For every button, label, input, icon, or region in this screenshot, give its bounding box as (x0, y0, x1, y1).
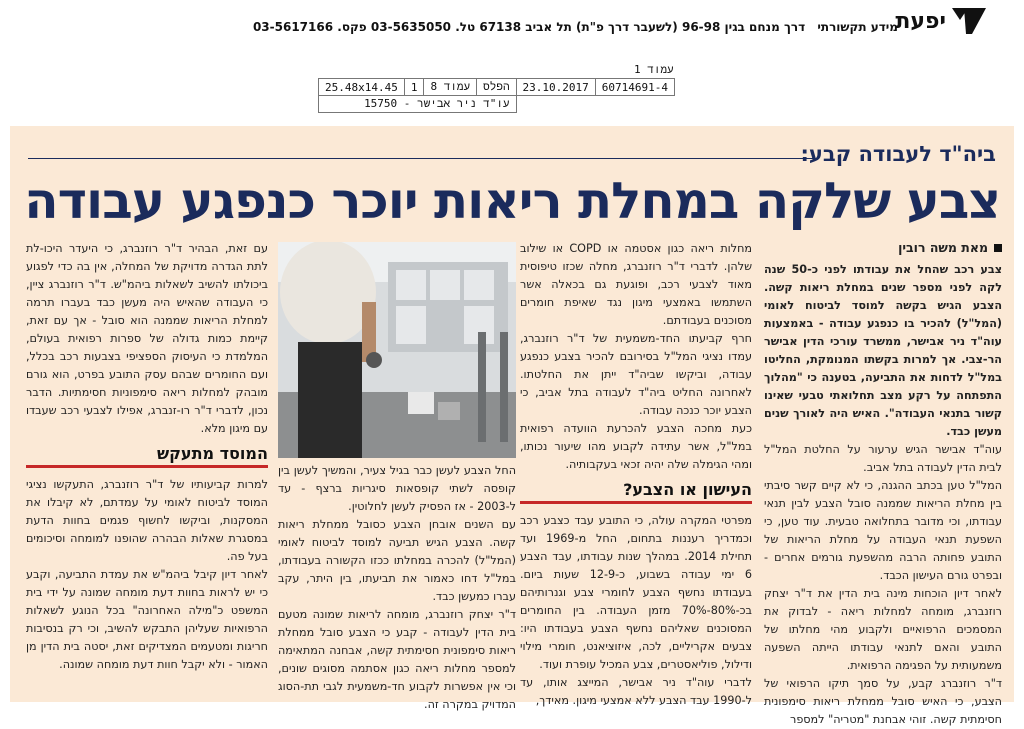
painter-photo (278, 242, 516, 458)
clip-size: 25.48x14.45 (319, 79, 405, 96)
paragraph: עוה"ד אבישר הגיש ערעור על החלטת המל"ל לבית הדין לעבודה בתל אביב. (764, 443, 1002, 474)
paragraph: עם השנים אובחן הצבע כסובל ממחלת ריאות קשה. הצבע הגיש תביעה למוסד לביטוח לאומי (המל"ל) להכרה במחלתו ככזו הקשורה בעבודתו, במל"ל דחו כאמור את תביעתו, בין היתר, עקב עברו כמעשן כבד. (278, 518, 516, 603)
article (10, 126, 1014, 726)
paragraph: כעת מחכה הצבע להכרעת הוועדה רפואית במל"ל, אשר עתידה לקבוע מהו שיעור נכותו, ומהי הגימלה שלה יהיה זכאי בעקבותיה. (520, 422, 752, 471)
article-column-2 (520, 240, 752, 710)
paragraph: מפרטי המקרה עולה, כי התובע עבד כצבע רכב וכמדריך רעננות בתחום, החל מ-1969 ועד תחילת 2014. במהלך שנות עבודתו, עבד הצבע 6 ימי עבודה בשבוע, כ-12-9 שעות ביום. בעבודתו נחשף הצבע לחומרי צבע וגנרותיהם בכ-80%-70% מזמן העבודה. בין החומרים המסוכנים שאליהם נחשף הצבע בעבודתו היו: צבעים אקריליים, לכה, איזוציאנט, חומרי מילוי ודילול, פוליאסטרים, צבע המכיל עופרת ועוד. (520, 514, 752, 671)
logo-text: יפעת (895, 8, 946, 34)
article-column-4 (26, 240, 268, 674)
header-service: מידע תקשורתי (817, 20, 898, 34)
article-column-1 (764, 240, 1002, 729)
clip-page: עמוד 8 (424, 79, 477, 96)
article-headline: צבע שלקה במחלת ריאות יוכר כנפגע עבודה (24, 172, 1000, 230)
paragraph: לאחר דיון הוכחות מינה בית הדין את ד"ר יצחק רוזנברג, מומחה למחלות ריאה - לבדוק את המסמכים הרפואיים ולקבוע מהי מחלתו של התובע והאם לתנאי עבודתו הייתה השפעה משמעותית על הפגימה הרפואית. (764, 587, 1002, 672)
paragraph: ד"ר רוזנברג קבע, על סמך תיקו הרפואי של הצבע, כי האיש סובל ממחלת ריאות סימפונית חסימתית קשה. זוהי אבחנת "מטריה" למספר (764, 677, 1002, 726)
clip-publication: הפלס (477, 79, 516, 96)
byline: מאת משה רובין (764, 240, 1002, 255)
paragraph: צבע רכב שהחל את עבודתו לפני כ-50 שנה לקה לפני מספר שנים במחלת ריאות קשה. הצבע הגיש בקשה למוסד לביטוח לאומי (המל"ל) להכיר בו כנפגע עבודה - באמצעות עוה"ד ניר אבישר, ממשרד עורכי הדין אבישר הר-צבי. אך למרות בקשתו המנומקת, החליטו במל"ל לדחות את התביעה, בטענה כי "מהלוך התפתחה על רקע מצב תחלואתי טבעי שאינו קשור בתנאי העבודה". האיש היה לאורך שנים מעשן כבד. (764, 263, 1002, 438)
paragraph: למרות קביעותיו של ד"ר רוזנברג, התעקשו נציגי המוסד לביטוח לאומי על עמדתם, לא קיבלו את המסקנות, וביקשו לחשוף פגמים בחוות הדעת במסגרת שאלות הבהרה שהופנו למומחה וסיכומים בעל פה. (26, 478, 268, 563)
bullet-square-icon (994, 244, 1002, 252)
paragraph: חרף קביעתו החד-משמעית של ד"ר רוזנברג, עמדו נציגי המל"ל בסירובם להכיר בצבע כנפגע עבודה, וביקשו שביה"ד ייתן את החלטתו. לאחרונה החליט ביה"ד לעבודה בתל אביב, כי הצבע יוכר כנכה עבודה. (520, 332, 752, 417)
header-contact-line (253, 20, 898, 34)
paragraph: המל"ל טען בכתב ההגנה, כי לא קיים קשר סיבתי בין מחלת הריאות שממנה סובל הצבע לבין תנאי עבודתו, וכי מדובר בתחלואה טבעית. עוד טען, כי השפעת תנאי העבודה על מחלת הריאות של התובע פחותה הרבה מהשפעת גורמים אחרים - ובפרט גורם העישון הכבד. (764, 479, 1002, 582)
paragraph: עם זאת, הבהיר ד"ר רוזנברג, כי היעדר היכו-לת לתת הגדרה מדויקת של המחלה, אין בה כדי לפגוע ביכולתו להשיב לשאלות ביהמ"ש. ד"ר רוזנברג ציין, כי העבודה שהאיש היה מעשן כבד בעברו תרמה למחלת הריאות שממנה הוא סובל - אך עם זאת, קיימת כמות גדולה של ספרות רפואית בעולם, המלמדת כי העיסוק הספציפי בצבעות רכב בכלל, ועם החומרים שבהם עסק התובע בפרט, הוא גורם מובהק למחלות ריאה סימפוניות חסימתיות. הדבר נכון, לדברי ד"ר רו-זנברג, אפילו לצבעי רכב שעבדו עם מיגון מלא. (26, 242, 268, 435)
clip-info-table (318, 78, 675, 113)
paragraph: החל הצבע לעשן כבר בגיל צעיר, והמשיך לעשן בין קופסה לשתי קופסאות סיגריות ברצף - עד ל-2003 - אז הפסיק לעשן לחלוטין. (278, 464, 516, 513)
painter-photo-icon (278, 242, 516, 458)
header-address: דרך מנחם בגין 96-98 (לשעבר דרך פ"ת) תל אביב 67138 טל. 03-5635050 פקס. 03-5617166 (252, 20, 806, 34)
kicker-rule (28, 158, 814, 159)
yifat-logo (895, 6, 988, 36)
clip-id: 60714691-4 (595, 79, 674, 96)
article-column-3 (278, 462, 516, 714)
clip-subject: עו"ד ניר אבישר - 15750 (319, 96, 517, 113)
yifat-logo-icon (950, 6, 988, 36)
paragraph: לאחר דיון קיבל ביהמ"ש את עמדת התביעה, וקבע כי יש לראות בחוות דעת מומחה שמונה על ידי בית המשפט כ"מילה האחרונה" בכל הנוגע לשאלות הרפואיות שעליהן התבקש להשיב, וכי רק בנסיבות חריגות ומטעמים המצדיקים זאת, יסטה בית הדין מן האמור - ולא יקבל חוות דעת מומחה שמונה. (26, 568, 268, 671)
paragraph: לדברי עוה"ד ניר אבישר, המייצג אותו, עד ל-1990 עבד הצבע ללא אמצעי מיגון. מאידך, (520, 676, 752, 707)
paragraph: ד"ר יצחק רוזנברג, מומחה לריאות שמונה מטעם בית הדין לעבודה - קבע כי הצבע סובל ממחלת ריאות סימפונית חסימתית קשה, אבחנה המתאימה למספר מחלות ריאה כגון אסתמה מסוגים שונים, וכי אין אפשרות לקבוע חד-משמעית לגבי תת-הסוג המדויק במקרה זה. (278, 608, 516, 711)
clip-date: 23.10.2017 (516, 79, 595, 96)
article-kicker: ביה"ד לעבודה קבע: (800, 142, 996, 166)
paragraph: מחלות ריאה כגון אסטמה או COPD או שילוב שלהן. לדברי ד"ר רוזנברג, מחלה שכזו טיפוסית מאוד לצבעי רכב, ופוגעת גם בכאלה אשר השתמשו באמצעי מיגון נגד שאיפת חומרים מסוכנים בעבודתם. (520, 242, 752, 327)
subhead-smoking: העישון או הצבע? (520, 480, 752, 504)
clip-count: 1 (404, 79, 424, 96)
subhead-institute: המוסד מתעקש (26, 444, 268, 468)
page-number: עמוד 1 (634, 63, 674, 76)
